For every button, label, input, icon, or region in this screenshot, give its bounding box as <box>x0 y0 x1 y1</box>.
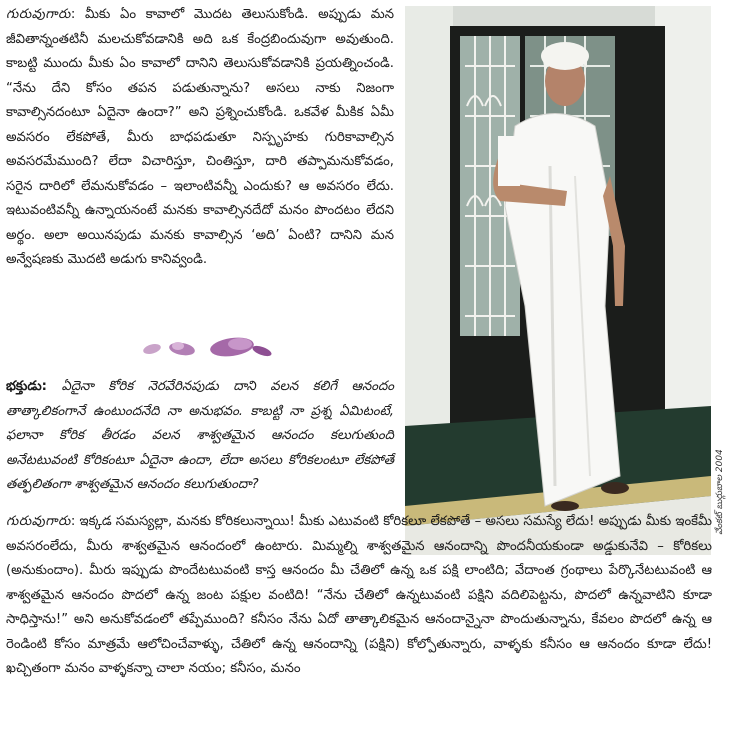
photo-guru-standing-in-doorway <box>405 6 711 555</box>
paragraph-devotee <box>6 375 394 498</box>
paragraph-guru-1 <box>6 3 394 273</box>
paragraph-text: : మీకు ఏం కావాలో మొదట తెలుసుకోండి. అప్పుడు మన జీవితాన్నంతటినీ మలచుకోవడానికి అది ఒక కేంద్రబిందువుగా అవుతుంది. కాబట్టి ముందు మీకు ఏం కావాలో దానిని తెలుసుకోవడానికి ప్రయత్నించండి. “నేను దేని కోసం తపన పడుతున్నాను? అసలు నాకు నిజంగా కావాల్సినదంటూ ఏదైనా ఉందా?” అని ప్రశ్నించుకోండి. ఒకవేళ మీకిక ఏమీ అవసరం లేకపోతే, మీరు బాధపడుతూ నిస్పృహకు గురికావాల్సిన అవసరమేముంది? లేదా విచారిస్తూ, చింతిస్తూ, దారి తప్పామనుకోవడం, సరైన దారిలో లేమనుకోవడం – ఇలాంటివన్నీ ఎందుకు? ఆ అవసరం లేదు. ఇటువంటివన్నీ ఉన్నాయనంటే మనకు కావాల్సినదేదో మనం పొందటం లేదని అర్థం. అలా అయినపుడు మనకు కావాల్సిన ‘అది’ ఏంటి? దానిని మన అన్వేషణకు మొదటి అడుగు కానివ్వండి. <box>6 7 394 267</box>
speaker-guru: గురువుగారు <box>6 7 71 22</box>
paragraph-text: : ఇక్కడ సమస్యల్లా, మనకు కోరికలున్నాయి! మీకు ఎటువంటి కోరికలూ లేకపోతే – అసలు సమస్యే లేదు! అప్పుడు మీకు ఇంకేమీ అవసరంలేదు, మీరు శాశ్వతమైన ఆనందంలో ఉంటారు. మిమ్మల్ని శాశ్వతమైన ఆనందాన్ని పొందనీయకుండా అడ్డుకునేవి – కోరికలు (అనుకుందాం). మీరు ఇప్పుడు పొందేటటువంటి కాస్త ఆనందం మీ చేతిలో ఉన్న ఒక పక్షి లాంటిది; వేదాంత గ్రంథాలు పేర్కొనేటటువంటి ఆ శాశ్వతమైన ఆనందం పొదలో ఉన్న జంట పక్షుల వంటిది! “నేను చేతిలో ఉన్నటువంటి పక్షిని వదిలిపెట్టను, పొదలో ఉన్నవాటిని కూడా సాధిస్తాను!” అని అనుకోవడంలో తప్పేముంది? కనీసం నేను ఏదో తాత్కాలికమైన ఆనందాన్నైనా పొందుతున్నాను, కేవలం పొదలో ఉన్న ఆ రెండింటి కోసం మాత్రమే ఆలోచించేవాళ్ళు, చేతిలో ఉన్న ఆనందాన్ని (పక్షిని) కోల్పోతున్నారు, వాళ్ళకు కనీసం ఆ ఆనందం కూడా లేదు! ఖచ్చితంగా మనం వాళ్ళకన్నా చాలా నయం; కనీసం, మనం <box>6 514 712 676</box>
paragraph-guru-2 <box>6 510 712 682</box>
photo-credit: వేంకట్ బుర్గుబాల 2004 <box>715 449 725 535</box>
speaker-devotee: భక్తుడు: <box>6 379 47 394</box>
decorative-petals-ornament <box>140 333 275 361</box>
speaker-guru: గురువుగారు <box>6 514 71 529</box>
paragraph-text: ఏదైనా కోరిక నెరవేరినపుడు దాని వలన కలిగే ఆనందం తాత్కాలికంగానే ఉంటుందనేది నా అనుభవం. కాబట్టి నా ప్రశ్న ఏమిటంటే, ఫలానా కోరిక తీరడం వలన శాశ్వతమైన ఆనందం కలుగుతుంది అనేటటువంటి కోరికంటూ ఏదైనా ఉందా, లేదా అసలు కోరికలంటూ లేకపోతే తత్ఫలితంగా శాశ్వతమైన ఆనందం కలుగుతుందా? <box>6 379 394 492</box>
